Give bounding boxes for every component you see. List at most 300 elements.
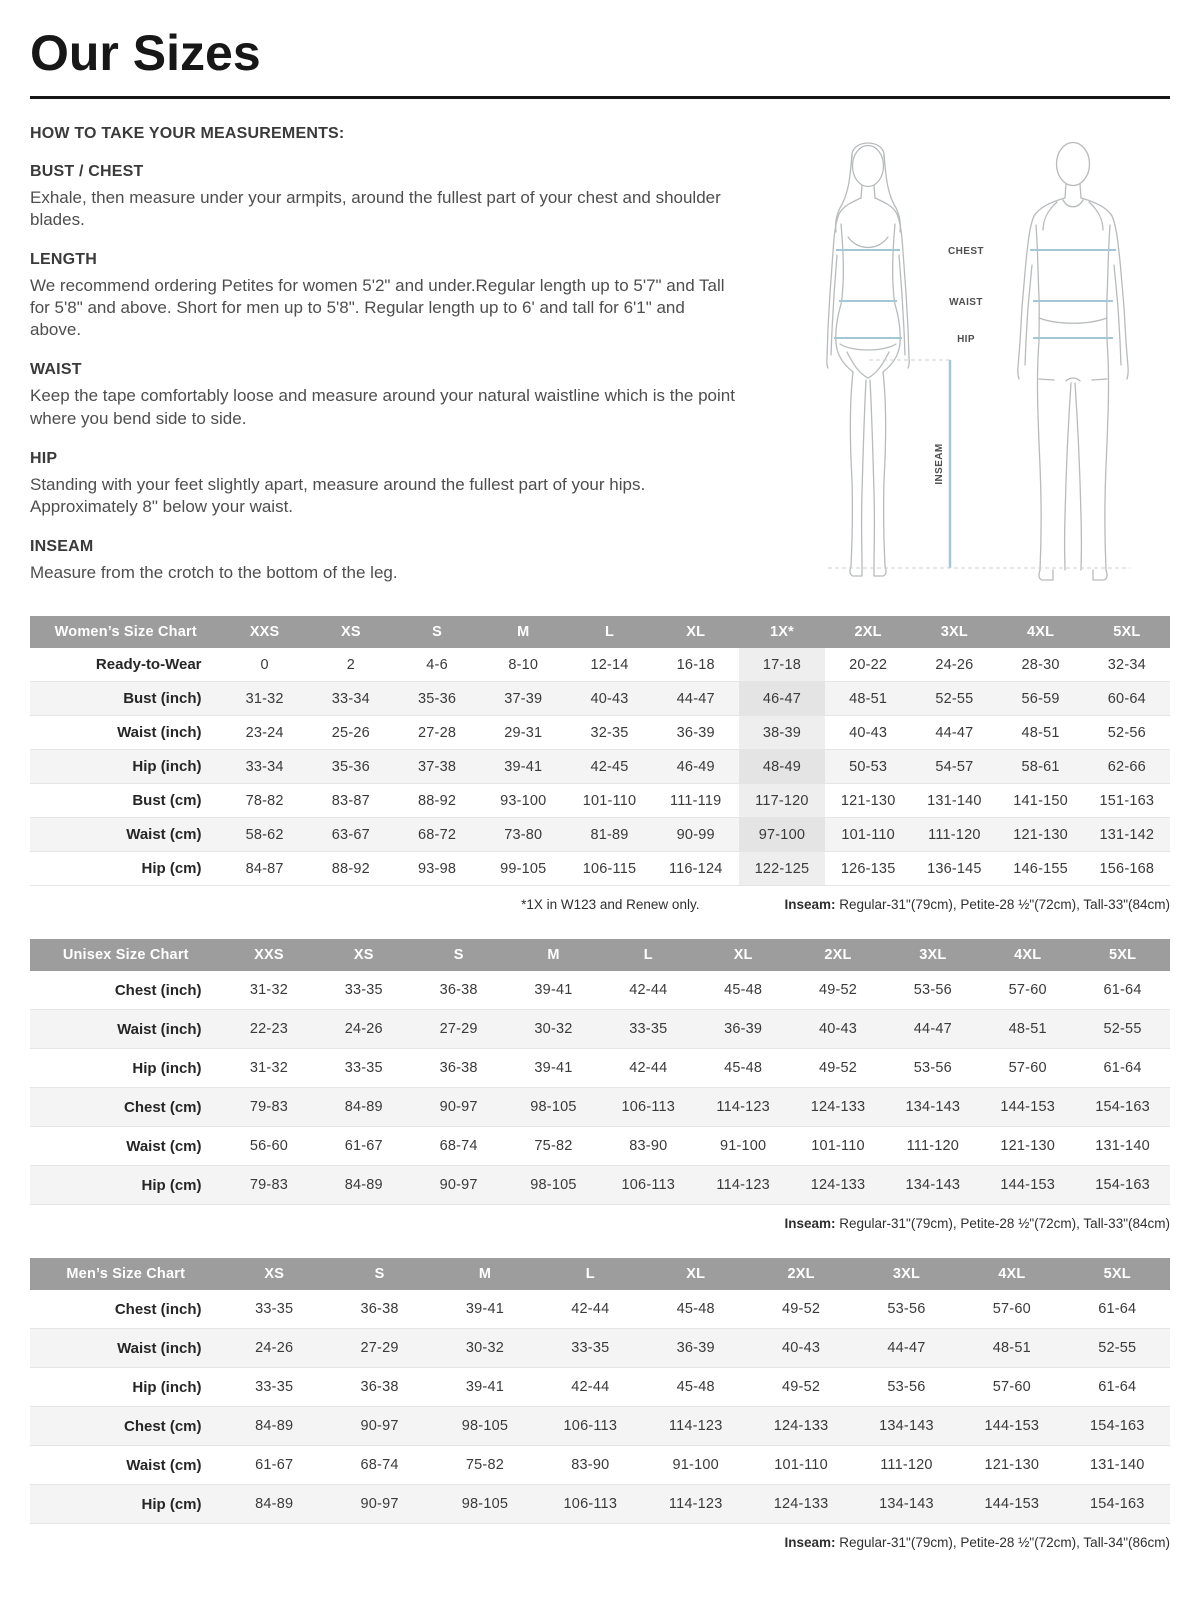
- value-cell: 53-56: [913, 982, 952, 998]
- value-cell: 131-140: [1095, 1138, 1150, 1154]
- value-cell: 154-163: [1095, 1177, 1150, 1193]
- value-cell: 37-39: [504, 690, 543, 707]
- value-cell: 101-110: [582, 792, 637, 809]
- value-cell: 144-153: [1000, 1177, 1055, 1193]
- value-cell: 98-105: [461, 1496, 509, 1512]
- value-cell: 33-35: [255, 1379, 294, 1395]
- value-cell: 33-35: [571, 1340, 610, 1356]
- value-cell: 16-18: [676, 656, 715, 673]
- value-cell: 32-35: [590, 724, 629, 741]
- value-cell: 0: [260, 656, 269, 673]
- value-cell: 42-44: [629, 1060, 668, 1076]
- value-cell: 62-66: [1107, 758, 1146, 775]
- footnote-inseam: [784, 897, 1170, 912]
- table-title: Women’s Size Chart: [30, 616, 222, 648]
- section-inseam: [30, 538, 740, 584]
- table-row: [30, 1166, 1170, 1205]
- value-cell: 106-115: [582, 860, 637, 877]
- size-charts: [30, 616, 1170, 1550]
- value-cell: 54-57: [935, 758, 974, 775]
- value-cell: 40-43: [818, 1021, 858, 1037]
- value-cell: 121-130: [1000, 1138, 1055, 1154]
- value-cell: 45-48: [724, 982, 763, 998]
- value-cell: 98-105: [461, 1418, 509, 1434]
- value-cell: 93-98: [418, 860, 457, 877]
- table-row: [30, 1290, 1170, 1329]
- value-cell: 49-52: [818, 982, 858, 998]
- value-cell: 27-29: [360, 1340, 399, 1356]
- table-row: [30, 648, 1170, 682]
- value-cell: 144-153: [1000, 1099, 1055, 1115]
- value-cell: 122-125: [739, 852, 825, 886]
- value-cell: 30-32: [534, 1021, 573, 1037]
- value-cell: 48-51: [849, 690, 888, 707]
- value-cell: 134-143: [905, 1099, 961, 1115]
- value-cell: 90-99: [676, 826, 715, 843]
- value-cell: 146-155: [1013, 860, 1068, 877]
- size-column-l: L: [601, 939, 696, 971]
- value-cell: 25-26: [331, 724, 370, 741]
- inseam-footnote-text: Regular-31"(79cm), Petite-28 ½"(72cm), Tall-34"(86cm): [839, 1535, 1170, 1550]
- value-cell: 48-51: [1008, 1021, 1047, 1037]
- value-cell: 12-14: [590, 656, 629, 673]
- footnote-inseam: [784, 1535, 1170, 1550]
- value-cell: 35-36: [331, 758, 370, 775]
- value-cell: 39-41: [534, 982, 573, 998]
- value-cell: 88-92: [418, 792, 457, 809]
- value-cell: 68-72: [418, 826, 457, 843]
- size-column-4xl: 4XL: [959, 1258, 1064, 1290]
- value-cell: 39-41: [504, 758, 543, 775]
- value-cell: 134-143: [905, 1177, 961, 1193]
- size-column-3xl: 3XL: [885, 939, 980, 971]
- value-cell: 101-110: [811, 1138, 865, 1154]
- size-column-l: L: [566, 616, 652, 648]
- value-cell: 20-22: [849, 656, 888, 673]
- measurement-instructions: [30, 125, 740, 590]
- value-cell: 131-140: [927, 792, 982, 809]
- size-column-xxs: XXS: [222, 939, 317, 971]
- table-row: [30, 1329, 1170, 1368]
- waist-label: WAIST: [949, 297, 983, 308]
- row-label: Ready-to-Wear: [95, 656, 202, 673]
- size-column-xs: XS: [308, 616, 394, 648]
- value-cell: 27-29: [439, 1021, 478, 1037]
- value-cell: 38-39: [739, 716, 825, 750]
- value-cell: 27-28: [418, 724, 457, 741]
- value-cell: 90-97: [439, 1099, 478, 1115]
- value-cell: 91-100: [672, 1457, 719, 1473]
- value-cell: 44-47: [676, 690, 715, 707]
- value-cell: 45-48: [676, 1379, 715, 1395]
- value-cell: 114-123: [668, 1418, 723, 1434]
- value-cell: 111-120: [880, 1457, 933, 1473]
- inseam-footnote-label: Inseam:: [784, 1216, 836, 1231]
- value-cell: 106-113: [563, 1418, 618, 1434]
- value-cell: 97-100: [739, 818, 825, 852]
- size-column-3xl: 3XL: [854, 1258, 959, 1290]
- woman-figure-outline: [827, 143, 909, 576]
- value-cell: 154-163: [1089, 1418, 1145, 1434]
- value-cell: 144-153: [984, 1418, 1040, 1434]
- value-cell: 81-89: [590, 826, 629, 843]
- value-cell: 154-163: [1095, 1099, 1150, 1115]
- value-cell: 24-26: [344, 1021, 383, 1037]
- value-cell: 39-41: [465, 1379, 504, 1395]
- size-column-5xl: 5XL: [1075, 939, 1170, 971]
- value-cell: 33-34: [245, 758, 284, 775]
- value-cell: 53-56: [887, 1301, 926, 1317]
- footnote-1x-note: *1X in W123 and Renew only.: [521, 897, 700, 912]
- table-row: [30, 682, 1170, 716]
- value-cell: 114-123: [668, 1496, 723, 1512]
- value-cell: 42-44: [571, 1379, 610, 1395]
- size-column-5xl: 5XL: [1065, 1258, 1170, 1290]
- section-text: Standing with your feet slightly apart, measure around the fullest part of your hips. Approximately 8" below your waist.: [30, 474, 646, 516]
- value-cell: 37-38: [418, 758, 457, 775]
- value-cell: 84-89: [344, 1177, 383, 1193]
- value-cell: 79-83: [249, 1177, 288, 1193]
- value-cell: 78-82: [245, 792, 284, 809]
- value-cell: 73-80: [504, 826, 543, 843]
- body-figures-illustration: [790, 125, 1170, 590]
- value-cell: 111-120: [928, 826, 981, 843]
- table-row: [30, 1407, 1170, 1446]
- size-column-1x: 1X*: [739, 616, 825, 648]
- table-footnotes: [30, 886, 1170, 912]
- section-title: HIP: [30, 449, 58, 467]
- row-label: Hip (cm): [141, 1495, 202, 1513]
- value-cell: 35-36: [418, 690, 457, 707]
- value-cell: 83-87: [331, 792, 370, 809]
- value-cell: 49-52: [782, 1379, 821, 1395]
- content-row: [30, 125, 1170, 590]
- mens-size-chart: [30, 1258, 1170, 1550]
- row-label: Waist (cm): [126, 1137, 202, 1155]
- value-cell: 131-142: [1099, 826, 1155, 843]
- table-row: [30, 852, 1170, 886]
- value-cell: 57-60: [1008, 1060, 1047, 1076]
- unisex-size-chart: [30, 939, 1170, 1231]
- row-label: Hip (inch): [132, 1378, 202, 1396]
- section-waist: [30, 361, 740, 429]
- size-column-2xl: 2XL: [791, 939, 886, 971]
- value-cell: 44-47: [913, 1021, 952, 1037]
- row-label: Waist (inch): [117, 724, 202, 741]
- size-column-l: L: [538, 1258, 643, 1290]
- size-column-2xl: 2XL: [825, 616, 911, 648]
- value-cell: 90-97: [360, 1496, 399, 1512]
- section-title: LENGTH: [30, 251, 97, 269]
- value-cell: 111-120: [906, 1138, 960, 1154]
- hip-label: HIP: [957, 334, 975, 345]
- value-cell: 99-105: [500, 860, 547, 877]
- table-row: [30, 1446, 1170, 1485]
- value-cell: 98-105: [530, 1099, 577, 1115]
- value-cell: 48-51: [1021, 724, 1060, 741]
- footnote-inseam: [784, 1216, 1170, 1231]
- value-cell: 131-140: [1089, 1457, 1145, 1473]
- value-cell: 36-39: [724, 1021, 763, 1037]
- value-cell: 136-145: [927, 860, 982, 877]
- value-cell: 44-47: [935, 724, 974, 741]
- section-length: [30, 251, 740, 341]
- size-column-xl: XL: [643, 1258, 748, 1290]
- value-cell: 49-52: [818, 1060, 858, 1076]
- size-column-xs: XS: [222, 1258, 327, 1290]
- row-label: Hip (inch): [132, 1059, 202, 1077]
- section-text: Measure from the crotch to the bottom of the leg.: [30, 562, 398, 582]
- value-cell: 68-74: [360, 1457, 399, 1473]
- table-row: [30, 818, 1170, 852]
- value-cell: 40-43: [590, 690, 629, 707]
- value-cell: 106-113: [621, 1099, 676, 1115]
- value-cell: 45-48: [724, 1060, 763, 1076]
- value-cell: 22-23: [249, 1021, 288, 1037]
- row-label: Bust (cm): [132, 792, 202, 809]
- value-cell: 28-30: [1021, 656, 1060, 673]
- section-hip: [30, 450, 740, 518]
- value-cell: 83-90: [629, 1138, 668, 1154]
- size-column-2xl: 2XL: [748, 1258, 853, 1290]
- value-cell: 52-55: [1098, 1340, 1137, 1356]
- size-column-xs: XS: [316, 939, 411, 971]
- womens-size-chart: [30, 616, 1170, 912]
- value-cell: 124-133: [773, 1418, 829, 1434]
- table-title: Men’s Size Chart: [30, 1258, 222, 1290]
- value-cell: 124-133: [810, 1099, 866, 1115]
- value-cell: 39-41: [534, 1060, 573, 1076]
- row-label: Waist (cm): [126, 1456, 202, 1474]
- value-cell: 39-41: [465, 1301, 504, 1317]
- value-cell: 75-82: [534, 1138, 573, 1154]
- howto-heading: HOW TO TAKE YOUR MEASUREMENTS:: [30, 125, 345, 142]
- value-cell: 61-64: [1103, 982, 1142, 998]
- row-label: Hip (cm): [141, 1176, 202, 1194]
- value-cell: 36-38: [439, 982, 478, 998]
- value-cell: 154-163: [1089, 1496, 1145, 1512]
- value-cell: 58-62: [245, 826, 284, 843]
- value-cell: 84-89: [255, 1418, 294, 1434]
- value-cell: 144-153: [984, 1496, 1040, 1512]
- value-cell: 114-123: [716, 1099, 770, 1115]
- row-label: Bust (inch): [123, 690, 202, 707]
- value-cell: 114-123: [716, 1177, 770, 1193]
- value-cell: 98-105: [530, 1177, 577, 1193]
- size-column-s: S: [411, 939, 506, 971]
- section-title: INSEAM: [30, 537, 94, 555]
- row-label: Waist (inch): [117, 1339, 202, 1357]
- value-cell: 33-34: [331, 690, 370, 707]
- measurement-diagram: [740, 125, 1170, 590]
- chest-label: CHEST: [948, 246, 984, 257]
- value-cell: 36-39: [676, 724, 715, 741]
- table-footnotes: [30, 1205, 1170, 1231]
- value-cell: 46-49: [676, 758, 715, 775]
- value-cell: 121-130: [984, 1457, 1040, 1473]
- row-label: Hip (cm): [141, 860, 202, 877]
- value-cell: 57-60: [992, 1301, 1031, 1317]
- table-row: [30, 1010, 1170, 1049]
- value-cell: 121-130: [1013, 826, 1068, 843]
- value-cell: 33-35: [344, 1060, 383, 1076]
- value-cell: 32-34: [1107, 656, 1146, 673]
- value-cell: 4-6: [426, 656, 448, 673]
- value-cell: 84-87: [245, 860, 284, 877]
- table-row: [30, 1485, 1170, 1524]
- value-cell: 84-89: [255, 1496, 294, 1512]
- value-cell: 68-74: [439, 1138, 478, 1154]
- value-cell: 90-97: [439, 1177, 478, 1193]
- value-cell: 36-38: [439, 1060, 478, 1076]
- value-cell: 58-61: [1021, 758, 1060, 775]
- value-cell: 90-97: [360, 1418, 399, 1434]
- table-row: [30, 716, 1170, 750]
- value-cell: 93-100: [500, 792, 547, 809]
- value-cell: 31-32: [249, 1060, 288, 1076]
- value-cell: 42-44: [629, 982, 668, 998]
- value-cell: 52-56: [1107, 724, 1146, 741]
- row-label: Waist (cm): [126, 826, 202, 843]
- inseam-label: INSEAM: [934, 443, 945, 485]
- value-cell: 83-90: [571, 1457, 610, 1473]
- table-footnotes: [30, 1524, 1170, 1550]
- value-cell: 23-24: [245, 724, 284, 741]
- value-cell: 134-143: [879, 1496, 934, 1512]
- inseam-footnote-text: Regular-31"(79cm), Petite-28 ½"(72cm), Tall-33"(84cm): [839, 1216, 1170, 1231]
- value-cell: 17-18: [739, 648, 825, 682]
- value-cell: 24-26: [255, 1340, 294, 1356]
- value-cell: 126-135: [840, 860, 896, 877]
- row-label: Chest (inch): [114, 1300, 202, 1318]
- value-cell: 141-150: [1013, 792, 1068, 809]
- value-cell: 124-133: [810, 1177, 866, 1193]
- value-cell: 31-32: [249, 982, 288, 998]
- value-cell: 111-119: [670, 792, 722, 809]
- value-cell: 40-43: [782, 1340, 821, 1356]
- value-cell: 48-49: [739, 750, 825, 784]
- value-cell: 53-56: [887, 1379, 926, 1395]
- value-cell: 88-92: [331, 860, 370, 877]
- value-cell: 63-67: [331, 826, 370, 843]
- value-cell: 106-113: [621, 1177, 676, 1193]
- value-cell: 124-133: [773, 1496, 829, 1512]
- value-cell: 30-32: [465, 1340, 504, 1356]
- value-cell: 2: [346, 656, 355, 673]
- value-cell: 84-89: [344, 1099, 383, 1115]
- value-cell: 61-67: [344, 1138, 383, 1154]
- value-cell: 8-10: [508, 656, 539, 673]
- value-cell: 56-59: [1021, 690, 1060, 707]
- value-cell: 42-44: [571, 1301, 610, 1317]
- row-label: Waist (inch): [117, 1020, 202, 1038]
- value-cell: 49-52: [782, 1301, 821, 1317]
- value-cell: 106-113: [563, 1496, 618, 1512]
- value-cell: 29-31: [504, 724, 543, 741]
- size-column-m: M: [480, 616, 566, 648]
- value-cell: 101-110: [841, 826, 895, 843]
- table-header-row: [30, 616, 1170, 648]
- value-cell: 134-143: [879, 1418, 934, 1434]
- value-cell: 50-53: [849, 758, 888, 775]
- size-column-m: M: [432, 1258, 537, 1290]
- value-cell: 36-38: [360, 1301, 399, 1317]
- section-title: BUST / CHEST: [30, 163, 144, 180]
- value-cell: 61-64: [1098, 1379, 1137, 1395]
- row-label: Chest (cm): [124, 1098, 202, 1116]
- table-row: [30, 971, 1170, 1010]
- value-cell: 91-100: [719, 1138, 767, 1154]
- value-cell: 48-51: [992, 1340, 1031, 1356]
- value-cell: 61-64: [1103, 1060, 1142, 1076]
- value-cell: 61-64: [1098, 1301, 1137, 1317]
- value-cell: 53-56: [913, 1060, 952, 1076]
- table-row: [30, 750, 1170, 784]
- size-column-3xl: 3XL: [911, 616, 997, 648]
- row-label: Chest (cm): [124, 1417, 202, 1435]
- value-cell: 156-168: [1099, 860, 1155, 877]
- value-cell: 57-60: [992, 1379, 1031, 1395]
- inseam-footnote-label: Inseam:: [784, 897, 836, 912]
- value-cell: 101-110: [774, 1457, 828, 1473]
- value-cell: 33-35: [344, 982, 383, 998]
- value-cell: 36-39: [676, 1340, 715, 1356]
- mens-size-table: [30, 1258, 1170, 1524]
- table-header-row: [30, 939, 1170, 971]
- value-cell: 36-38: [360, 1379, 399, 1395]
- section-text: Keep the tape comfortably loose and measure around your natural waistline which is the point where you bend side to side.: [30, 386, 735, 428]
- value-cell: 60-64: [1107, 690, 1146, 707]
- size-column-4xl: 4XL: [980, 939, 1075, 971]
- title-divider: [30, 96, 1170, 99]
- value-cell: 56-60: [249, 1138, 288, 1154]
- table-header-row: [30, 1258, 1170, 1290]
- page-title: Our Sizes: [30, 25, 261, 81]
- row-label: Chest (inch): [114, 981, 202, 999]
- size-column-xl: XL: [653, 616, 739, 648]
- table-row: [30, 784, 1170, 818]
- value-cell: 116-124: [668, 860, 723, 877]
- size-column-4xl: 4XL: [997, 616, 1083, 648]
- value-cell: 33-35: [255, 1301, 294, 1317]
- value-cell: 79-83: [249, 1099, 288, 1115]
- value-cell: 75-82: [465, 1457, 504, 1473]
- womens-size-table: [30, 616, 1170, 886]
- value-cell: 33-35: [629, 1021, 668, 1037]
- measurement-labels: [934, 246, 984, 485]
- section-text: We recommend ordering Petites for women 5'2" and under.Regular length up to 5'7" and Tall for 5'8" and above. Short for men up to 5'8". Regular length up to 6' and tall for 6'1" and above.: [30, 276, 725, 340]
- section-title: WAIST: [30, 361, 82, 379]
- value-cell: 44-47: [887, 1340, 926, 1356]
- value-cell: 24-26: [935, 656, 974, 673]
- value-cell: 31-32: [245, 690, 284, 707]
- value-cell: 117-120: [739, 784, 825, 818]
- value-cell: 61-67: [255, 1457, 294, 1473]
- unisex-size-table: [30, 939, 1170, 1205]
- table-row: [30, 1368, 1170, 1407]
- table-row: [30, 1127, 1170, 1166]
- value-cell: 46-47: [739, 682, 825, 716]
- size-column-5xl: 5XL: [1084, 616, 1170, 648]
- size-column-xxs: XXS: [222, 616, 308, 648]
- inseam-footnote-label: Inseam:: [784, 1535, 836, 1550]
- value-cell: 121-130: [840, 792, 896, 809]
- value-cell: 45-48: [676, 1301, 715, 1317]
- section-text: Exhale, then measure under your armpits, around the fullest part of your chest and shoulder blades.: [30, 188, 721, 230]
- value-cell: 40-43: [849, 724, 888, 741]
- value-cell: 52-55: [935, 690, 974, 707]
- man-figure-outline: [1018, 143, 1128, 581]
